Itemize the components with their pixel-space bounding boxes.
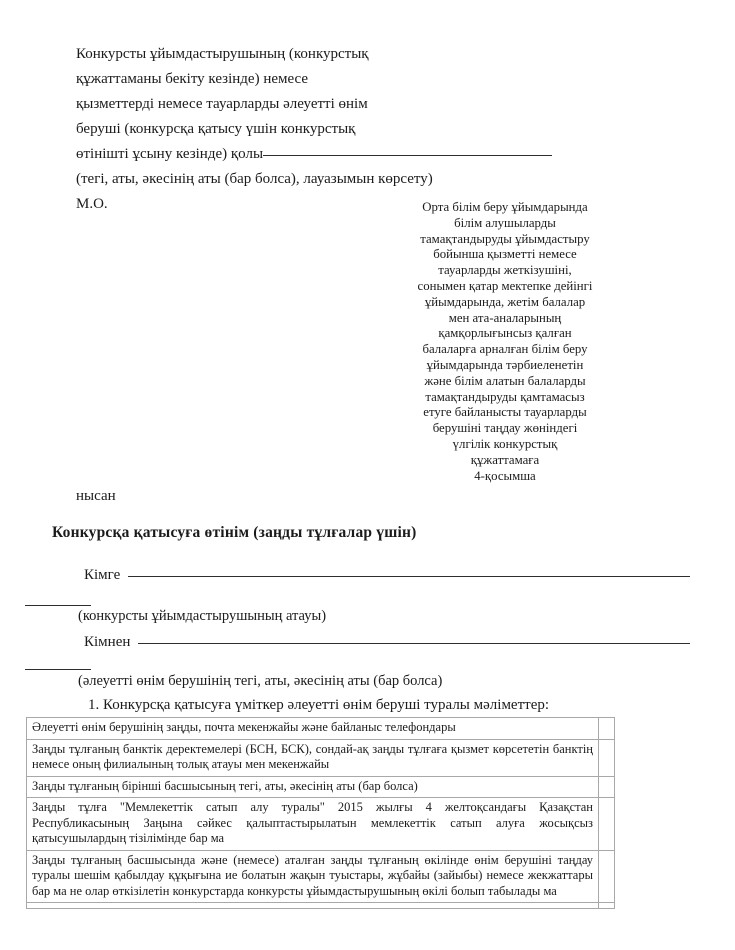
fill-line-continuation	[25, 591, 91, 606]
section-1-title: 1. Конкурсқа қатысуға үміткер әлеуетті өнім беруші туралы мәліметтер:	[88, 697, 550, 713]
answer-cell	[599, 718, 615, 740]
intro-line: өтінішті ұсыну кезінде) қолы	[76, 146, 264, 162]
annex-line: мен ата-аналарының	[448, 310, 562, 325]
intro-paragraph	[76, 42, 552, 217]
table-row	[27, 850, 615, 903]
answer-cell	[599, 776, 615, 798]
annex-line: етуге байланысты тауарларды	[423, 405, 587, 420]
annex-line: Орта білім беру ұйымдарында	[422, 200, 588, 214]
signature-row	[76, 142, 552, 167]
question-cell: Заңды тұлға "Мемлекеттік сатып алу туралы" 2015 жылғы 4 желтоқсандағы Қазақстан Республикасының Заңына сәйкес қалыптастырылатын мемлекеттік сатып алуға жосықсыз қатысушылардың тізілімінде бар ма	[27, 798, 599, 851]
annex-note	[380, 200, 630, 484]
field-to-label: Кімге	[84, 567, 121, 583]
field-from-caption: (әлеуетті өнім берушінің тегі, аты, әкесінің аты (бар болса)	[78, 673, 443, 689]
document-title: Конкурсқа қатысуға өтінім (заңды тұлғалар үшін)	[52, 524, 417, 541]
intro-line: беруші (конкурсқа қатысу үшін конкурстық	[76, 121, 356, 137]
annex-line: тауарларды жеткізушіні,	[438, 263, 572, 278]
table-row-empty	[27, 903, 615, 909]
answer-cell	[599, 903, 615, 909]
intro-line: Конкурсты ұйымдастырушының (конкурстық	[76, 46, 369, 62]
fill-line-continuation	[25, 655, 91, 670]
annex-line: тамақтандыруды қамтамасыз	[425, 389, 585, 404]
annex-line: құжаттамаға	[470, 452, 540, 467]
question-cell: Заңды тұлғаның банктік деректемелері (БСН, БСК), сондай-ақ заңды тұлғаға қызмет көрсететін банктің немесе оның филиалының толық атауы мен мекенжайы	[27, 739, 599, 776]
question-cell: Заңды тұлғаның бірінші басшысының тегі, аты, әкесінің аты (бар болса)	[27, 776, 599, 798]
field-to-fill-line	[128, 561, 690, 577]
stamp-abbreviation: М.О.	[76, 196, 108, 212]
annex-line: тамақтандыруды ұйымдастыру	[420, 231, 590, 246]
table-row	[27, 739, 615, 776]
field-from-fill-line	[138, 628, 690, 644]
annex-line: ұйымдарында тәрбиеленетін	[426, 357, 584, 372]
field-from-label: Кімнен	[84, 634, 131, 650]
field-to	[84, 563, 690, 585]
annex-line: үлгілік конкурстық	[452, 436, 558, 451]
annex-line: балаларға арналған білім беру	[422, 342, 588, 357]
annex-line: ұйымдарында, жетім балалар	[424, 294, 586, 309]
table-row	[27, 718, 615, 740]
annex-line: сонымен қатар мектепке дейінгі	[417, 278, 593, 293]
question-cell: Әлеуетті өнім берушінің заңды, почта мекенжайы және байланыс телефондары	[27, 718, 599, 740]
form-type-label: нысан	[76, 488, 116, 504]
field-from	[84, 630, 690, 652]
annex-line: және білім алатын балаларды	[424, 373, 586, 388]
annex-number: 4-қосымша	[474, 468, 536, 483]
signature-fill-line	[263, 140, 552, 156]
answer-cell	[599, 798, 615, 851]
intro-line: құжаттаманы бекіту кезінде) немесе	[76, 71, 309, 87]
annex-line: білім алушыларды	[454, 215, 556, 230]
supplier-info-table	[26, 717, 615, 909]
intro-line: қызметтерді немесе тауарларды әлеуетті өнім	[76, 96, 368, 112]
answer-cell	[599, 850, 615, 903]
table-row	[27, 776, 615, 798]
answer-cell	[599, 739, 615, 776]
table-row	[27, 798, 615, 851]
signature-caption: (тегі, аты, әкесінің аты (бар болса), лауазымын көрсету)	[76, 171, 433, 187]
annex-line: қамқорлығынсыз қалған	[438, 326, 572, 341]
question-cell: Заңды тұлғаның басшысында және (немесе) аталған заңды тұлғаның өкілінде өнім берушіні таңдау туралы шешім қабылдау құқығына ие болатын жақын туыстары, жұбайы (зайыбы) немесе жекжаттары бар ма не олар өткізілетін конкурстарда конкурсты ұйымдастырушының өкілі болып табылады ма	[27, 850, 599, 903]
annex-line: бойынша қызметті немесе	[433, 247, 577, 262]
question-cell	[27, 903, 599, 909]
annex-line: берушіні таңдау жөніндегі	[432, 421, 578, 436]
field-to-caption: (конкурсты ұйымдастырушының атауы)	[78, 608, 327, 624]
